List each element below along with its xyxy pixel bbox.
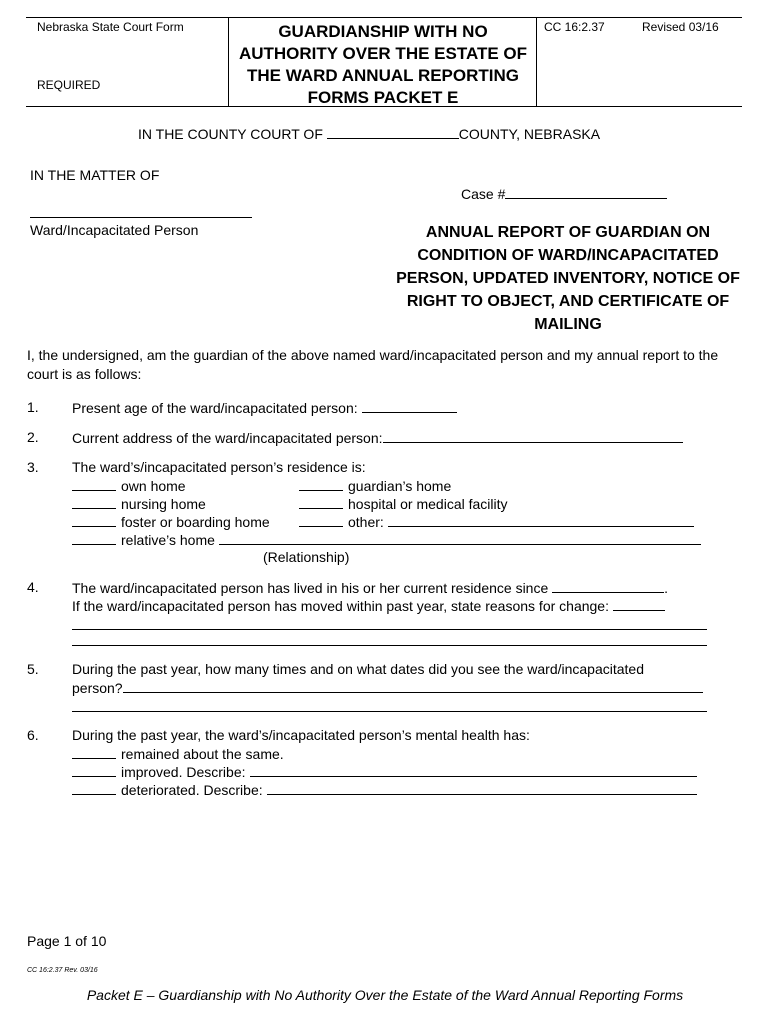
item-6-number: 6. (27, 727, 39, 743)
page-number: Page 1 of 10 (27, 933, 107, 949)
option-label: remained about the same. (121, 746, 284, 762)
relatives-home-checkbox[interactable] (72, 531, 116, 545)
item-1 (72, 399, 457, 416)
item-2 (72, 429, 683, 446)
same-checkbox[interactable] (72, 745, 116, 759)
item-2-number: 2. (27, 429, 39, 445)
option-foster-home (72, 513, 270, 530)
option-other (299, 513, 694, 530)
option-guardians-home (299, 477, 451, 494)
option-relatives-home (72, 531, 701, 548)
option-same (72, 745, 284, 762)
matter-label: IN THE MATTER OF (30, 167, 160, 183)
county-blank[interactable] (327, 125, 459, 139)
item-5-text2: person? (72, 680, 123, 696)
relationship-blank[interactable] (219, 531, 701, 545)
court-prefix: IN THE COUNTY COURT OF (138, 126, 323, 142)
own-home-checkbox[interactable] (72, 477, 116, 491)
reasons-blank[interactable] (613, 597, 665, 611)
option-own-home (72, 477, 186, 494)
item-4 (72, 579, 668, 596)
residence-since-blank[interactable] (552, 579, 664, 593)
item-6-text: During the past year, the ward’s/incapacitated person’s mental health has: (72, 727, 530, 743)
option-label: foster or boarding home (121, 514, 270, 530)
deteriorated-describe-blank[interactable] (267, 781, 697, 795)
item-3-number: 3. (27, 459, 39, 475)
item-4-number: 4. (27, 579, 39, 595)
item-1-number: 1. (27, 399, 39, 415)
option-nursing-home (72, 495, 206, 512)
footer-packet-title: Packet E – Guardianship with No Authority Over the Estate of the Ward Annual Reporting Forms (86, 987, 684, 1003)
form-source: Nebraska State Court Form (37, 20, 184, 34)
header-divider-left (228, 17, 229, 106)
court-suffix: COUNTY, NEBRASKA (458, 126, 601, 142)
option-label: guardian’s home (348, 478, 452, 494)
option-hospital (299, 495, 508, 512)
reasons-line-1[interactable] (72, 629, 707, 630)
option-label: nursing home (121, 496, 206, 512)
ward-label: Ward/Incapacitated Person (30, 222, 199, 238)
option-label: own home (121, 478, 186, 494)
option-label: improved. Describe: (121, 764, 246, 780)
option-deteriorated (72, 781, 697, 798)
revised-date: Revised 03/16 (642, 20, 719, 34)
hospital-checkbox[interactable] (299, 495, 343, 509)
item-4-text2: If the ward/incapacitated person has moved within past year, state reasons for change: (72, 598, 609, 614)
intro-text: I, the undersigned, am the guardian of the above named ward/incapacitated person and my annual report to the court is as follows: (27, 347, 719, 382)
form-number: CC 16:2.37 (544, 20, 605, 34)
deteriorated-checkbox[interactable] (72, 781, 116, 795)
item-4-line2 (72, 597, 665, 614)
header-divider-right (536, 17, 537, 106)
option-label: hospital or medical facility (348, 496, 508, 512)
foster-home-checkbox[interactable] (72, 513, 116, 527)
option-improved (72, 763, 697, 780)
court-line (138, 125, 600, 142)
visits-blank[interactable] (123, 679, 703, 693)
report-title: ANNUAL REPORT OF GUARDIAN ON CONDITION OF WARD/INCAPACITATED PERSON, UPDATED INVENTORY, NOTICE OF RIGHT TO OBJECT, AND CERTIFICATE OF MAILING (396, 224, 740, 333)
option-label: relative’s home (121, 532, 215, 548)
packet-title: GUARDIANSHIP WITH NO AUTHORITY OVER THE ESTATE OF THE WARD ANNUAL REPORTING FORMS PACKET E (238, 22, 528, 107)
reasons-line-2[interactable] (72, 645, 707, 646)
guardians-home-checkbox[interactable] (299, 477, 343, 491)
visits-line-2[interactable] (72, 711, 707, 712)
other-blank[interactable] (388, 513, 694, 527)
item-2-text: Current address of the ward/incapacitated person: (72, 430, 383, 446)
item-3-text: The ward’s/incapacitated person’s residence is: (72, 459, 366, 475)
other-checkbox[interactable] (299, 513, 343, 527)
required-label: REQUIRED (37, 78, 101, 92)
improved-checkbox[interactable] (72, 763, 116, 777)
case-label: Case # (461, 186, 506, 202)
item-5-line2 (72, 679, 703, 696)
ward-name-line[interactable] (30, 217, 252, 218)
address-blank[interactable] (383, 429, 683, 443)
header-top-rule (26, 17, 742, 18)
nursing-home-checkbox[interactable] (72, 495, 116, 509)
item-5-number: 5. (27, 661, 39, 677)
case-number (461, 185, 667, 202)
item-4-period: . (664, 580, 669, 596)
age-blank[interactable] (362, 399, 457, 413)
item-1-text: Present age of the ward/incapacitated person: (72, 400, 358, 416)
relationship-label: (Relationship) (263, 549, 350, 565)
improved-describe-blank[interactable] (250, 763, 697, 777)
item-4-text: The ward/incapacitated person has lived in his or her current residence since (72, 580, 549, 596)
option-label: deteriorated. Describe: (121, 782, 263, 798)
footer-form-code: CC 16:2.37 Rev. 03/16 (27, 967, 98, 974)
option-label: other: (348, 514, 384, 530)
item-5-text: During the past year, how many times and on what dates did you see the ward/incapacitated (72, 661, 645, 677)
case-number-blank[interactable] (505, 185, 667, 199)
